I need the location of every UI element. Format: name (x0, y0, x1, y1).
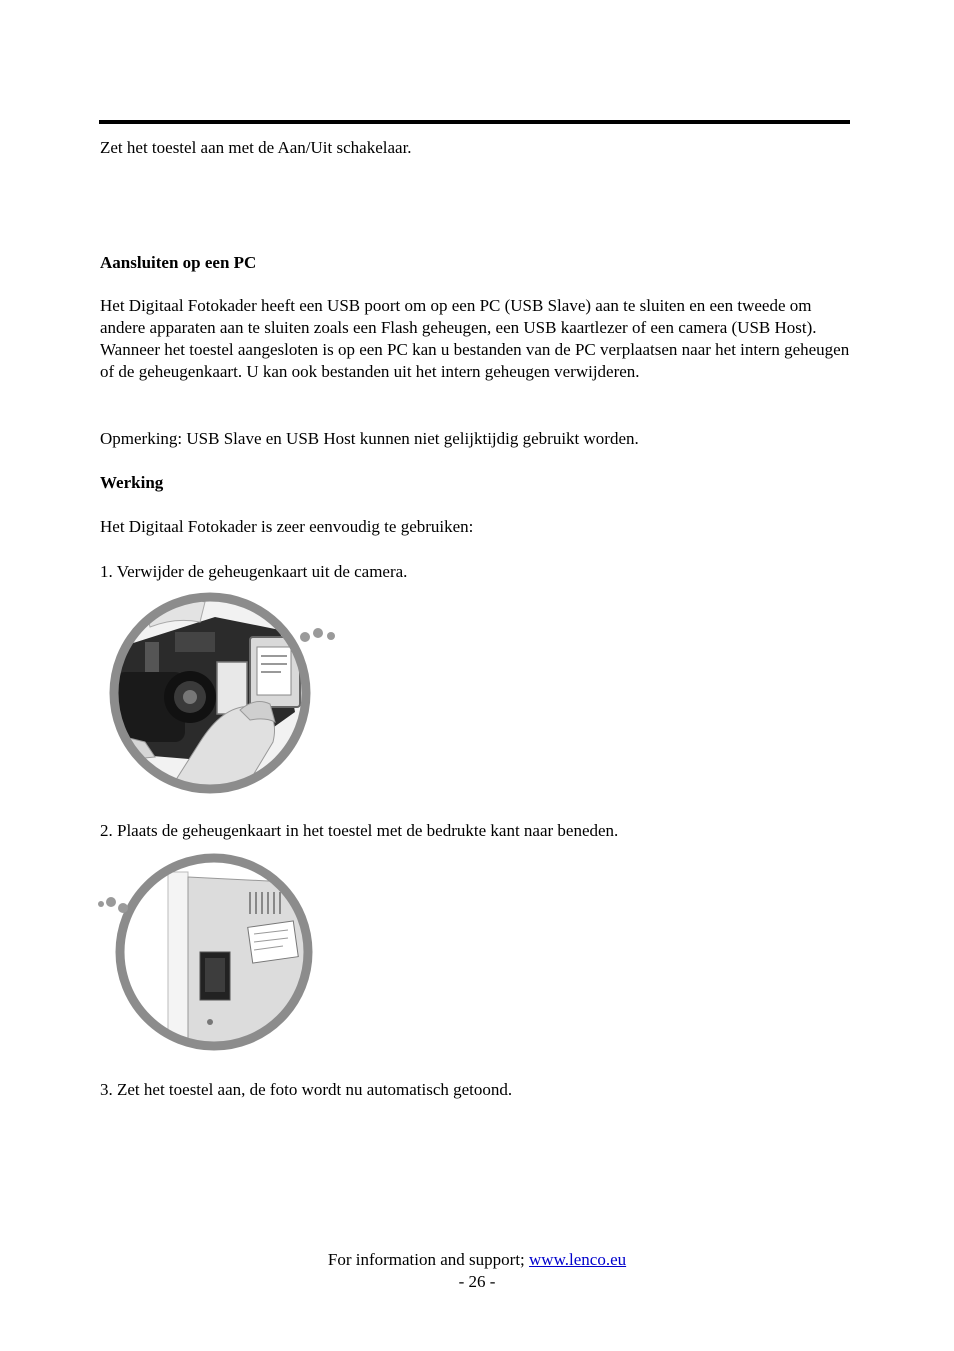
step-1: 1. Verwijder de geheugenkaart uit de camera. (100, 562, 408, 581)
camera-card-illustration (105, 592, 335, 797)
section-heading-pc: Aansluiten op een PC (100, 253, 257, 272)
section-heading-werking: Werking (100, 473, 164, 492)
footer-support (0, 1249, 954, 1271)
pc-paragraph: Het Digitaal Fotokader heeft een USB poort om op een PC (USB Slave) aan te sluiten en een tweede om andere apparaten aan te sluiten zoals een Flash geheugen, een USB kaartlezer of een camera (USB Host). Wanneer het toestel aangesloten is op een PC kan u bestanden van de PC verplaatsen naar het intern geheugen of de geheugenkaart. U kan ook bestanden uit het intern geheugen verwijderen. (100, 296, 850, 381)
step-3: 3. Zet het toestel aan, de foto wordt nu automatisch getoond. (100, 1080, 513, 1099)
header-rule (99, 120, 850, 124)
footer-support-text: For information and support; (327, 1250, 530, 1269)
frame-card-illustration (98, 852, 318, 1052)
step-2: 2. Plaats de geheugenkaart in het toestel met de bedrukte kant naar beneden. (100, 821, 619, 840)
intro-line: Zet het toestel aan met de Aan/Uit schakelaar. (100, 138, 412, 157)
usb-note: Opmerking: USB Slave en USB Host kunnen niet gelijktijdig gebruikt worden. (100, 429, 639, 448)
support-link[interactable]: www.lenco.eu (529, 1250, 627, 1269)
werking-intro: Het Digitaal Fotokader is zeer eenvoudig te gebruiken: (100, 517, 474, 536)
page-number: - 26 - (458, 1272, 496, 1291)
